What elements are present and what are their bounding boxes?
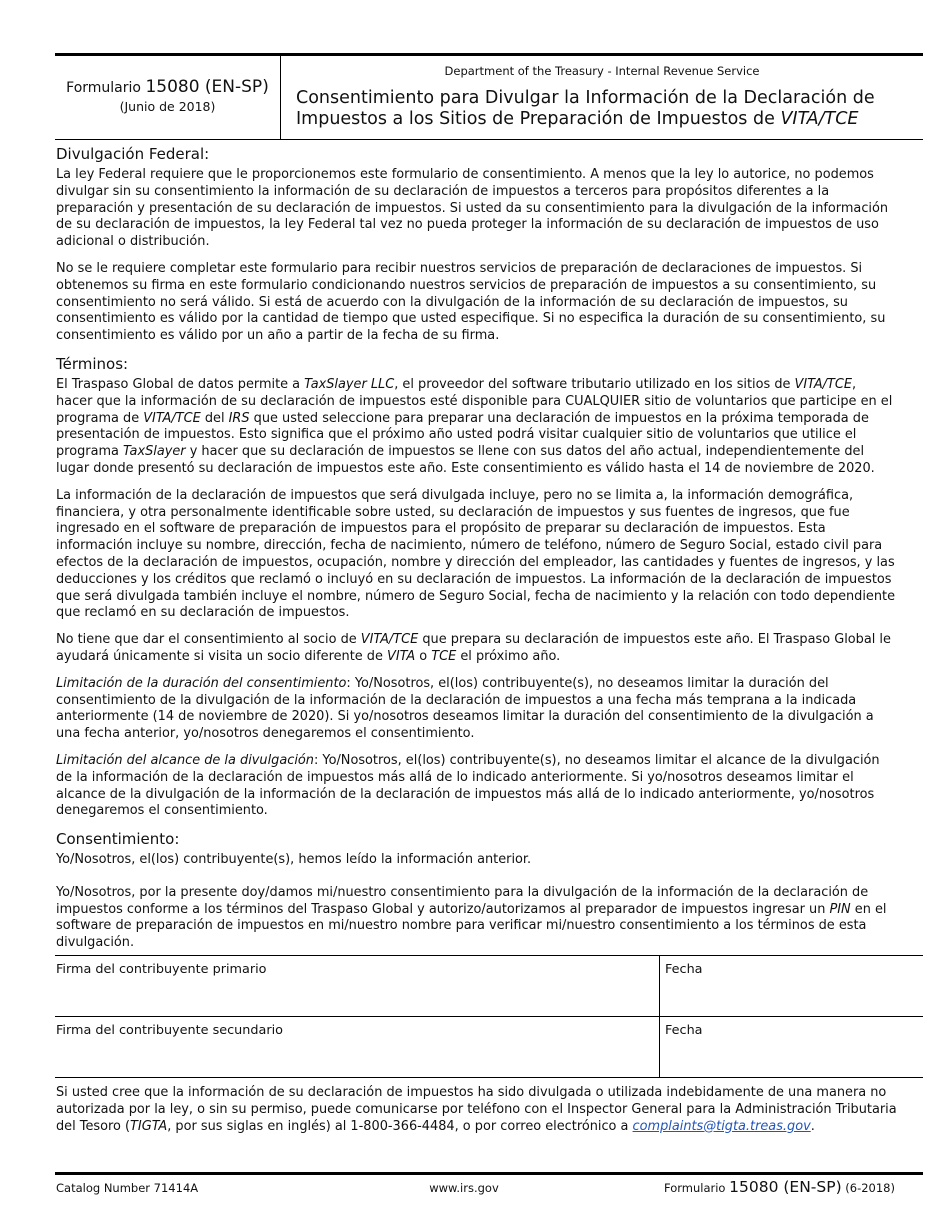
form-number: 15080 (EN-SP) [145, 77, 269, 97]
terms-paragraph-3: No tiene que dar el consentimiento al socio de VITA/TCE que prepara su declaración de impuestos este año. El Traspaso Global le ayudará únicamente si visita un socio diferente de VITA o TCE el próximo año. [56, 632, 891, 664]
signature-bottom-rule [55, 1077, 923, 1078]
department-name: Department of the Treasury - Internal Revenue Service [444, 64, 760, 78]
website-link[interactable]: www.irs.gov [429, 1181, 499, 1195]
footer-rule [55, 1172, 923, 1175]
signature-table [55, 955, 923, 1078]
page-footer [55, 1178, 923, 1198]
primary-date-label: Fecha [665, 962, 703, 977]
terms-paragraph-1: El Traspaso Global de datos permite a TaxSlayer LLC, el proveedor del software tributario utilizado en los sitios de VITA/TCE, hacer que la información de su declaración de impuestos esté disponible para CUALQUIER sitio de voluntarios que participe en el programa de VITA/TCE del IRS que usted seleccione para preparar una declaración de impuestos en la próxima temporada de presentación de impuestos. Esto significa que el próximo año usted podrá visitar cualquier sitio de voluntarios que utilice el programa TaxSlayer y hacer que su declaración de impuestos se llene con sus datos del año actual, independientemente del lugar donde presentó su declaración de impuestos este año. Este consentimiento es válido hasta el 14 de noviembre de 2020. [56, 376, 893, 476]
primary-signature-row[interactable] [55, 955, 923, 1017]
header-title-block [281, 55, 923, 139]
title-line-1: Consentimiento para Divulgar la Información de la Declaración de [296, 88, 875, 108]
limit-duration-paragraph: Limitación de la duración del consentimiento: Yo/Nosotros, el(los) contribuyente(s), no deseamos limitar la duración del consentimiento de la divulgación de la información de la declaración de impuestos a una fecha más temprana a la indicada anteriormente (14 de noviembre de 2020). Si yo/nosotros deseamos limitar la duración del consentimiento de la divulgación a una fecha anterior, yo/nosotros denegaremos el consentimiento. [56, 675, 874, 742]
federal-paragraph-2: No se le requiere completar este formulario para recibir nuestros servicios de preparación de declaraciones de impuestos. Si obtenemos su firma en este formulario condicionando nuestros servicios de preparación de impuestos a su consentimiento, su consentimiento no será válido. Si está de acuerdo con la divulgación de la información de su declaración de impuestos, su consentimiento es válido por la cantidad de tiempo que usted especifique. Si no especifica la duración de su consentimiento, su consentimiento es válido por un año a partir de la fecha de su firma. [56, 260, 886, 344]
secondary-signature-label: Firma del contribuyente secundario [56, 1023, 283, 1038]
limit-scope-paragraph: Limitación del alcance de la divulgación: Yo/Nosotros, el(los) contribuyente(s), no deseamos limitar el alcance de la divulgación de la información de la declaración de impuestos más allá de lo indicado anteriormente. Si yo/nosotros deseamos limitar el alcance de la divulgación de la información de la declaración de impuestos más allá de lo indicado anteriormente, yo/nosotros denegaremos el consentimiento. [56, 752, 880, 819]
consent-heading: Consentimiento: [56, 830, 180, 849]
secondary-signature-row[interactable] [55, 1016, 923, 1078]
page-title [296, 88, 916, 130]
terms-heading: Términos: [56, 354, 129, 373]
form-date: (Junio de 2018) [119, 99, 216, 114]
terms-paragraph-2: La información de la declaración de impuestos que será divulgada incluye, pero no se limita a, la información demográfica, financiera, y otra personalmente identificable sobre usted, su declaración de impuestos y sus fuentes de ingresos, que fue ingresado en el software de preparación de impuestos para el propósito de preparar su declaración de impuestos. Esta información incluye su nombre, dirección, fecha de nacimiento, número de teléfono, número de Seguro Social, estado civil para efectos de la declaración de impuestos, ocupación, nombre y dirección del empleador, las cantidades y fuentes de ingresos, y las deducciones y los créditos que reclamó o incluyó en su declaración de impuestos. La información de la declaración de impuestos que será divulgada también incluye el nombre, número de Seguro Social, fecha de nacimiento y la relación con todo dependiente que reclamó en su declaración de impuestos. [56, 487, 896, 621]
consent-paragraph-2: Yo/Nosotros, por la presente doy/damos mi/nuestro consentimiento para la divulgación de la información de la declaración de impuestos conforme a los términos del Traspaso Global y autorizo/autorizamos al preparador de impuestos ingresar un PIN en el software de preparación de impuestos en mi/nuestro nombre para verificar mi/nuestro consentimiento a los términos de esta divulgación. [56, 884, 887, 951]
column-divider [659, 956, 660, 1017]
form-word: Formulario [66, 80, 141, 96]
complaints-email-link[interactable]: complaints@tigta.treas.gov [632, 1118, 811, 1134]
column-divider [659, 1017, 660, 1078]
catalog-number: Catalog Number 71414A [56, 1181, 199, 1195]
secondary-date-label: Fecha [665, 1023, 703, 1038]
form-header [55, 55, 923, 139]
complaint-note: Si usted cree que la información de su declaración de impuestos ha sido divulgada o utilizada indebidamente de una manera no autorizada por la ley, o sin su permiso, puede comunicarse por teléfono con el Inspector General para la Administración Tributaria del Tesoro (TIGTA, por sus siglas en inglés) al 1-800-366-4484, o por correo electrónico a complaints@tigta.treas.gov. [56, 1085, 897, 1134]
consent-paragraph-1: Yo/Nosotros, el(los) contribuyente(s), hemos leído la información anterior. [56, 852, 532, 868]
form-body [56, 145, 896, 962]
title-line-2: Impuestos a los Sitios de Preparación de Impuestos de [296, 109, 781, 129]
primary-signature-label: Firma del contribuyente primario [56, 962, 267, 977]
form-identifier [55, 55, 281, 139]
federal-heading: Divulgación Federal: [56, 145, 210, 163]
footer-form-id: Formulario 15080 (EN-SP) (6-2018) [664, 1178, 895, 1196]
header-bottom-rule [55, 139, 923, 140]
federal-paragraph-1: La ley Federal requiere que le proporcionemos este formulario de consentimiento. A menos que la ley lo autorice, no podemos divulgar sin su consentimiento la información de su declaración de impuestos a terceros para propósitos diferentes a la preparación y presentación de su declaración de impuestos. Si usted da su consentimiento para la divulgación de la información de su declaración de impuestos, la ley Federal tal vez no pueda proteger la información de su declaración de impuestos de uso adicional o distribución. [56, 167, 889, 250]
title-vita-tce: VITA/TCE [780, 109, 859, 129]
